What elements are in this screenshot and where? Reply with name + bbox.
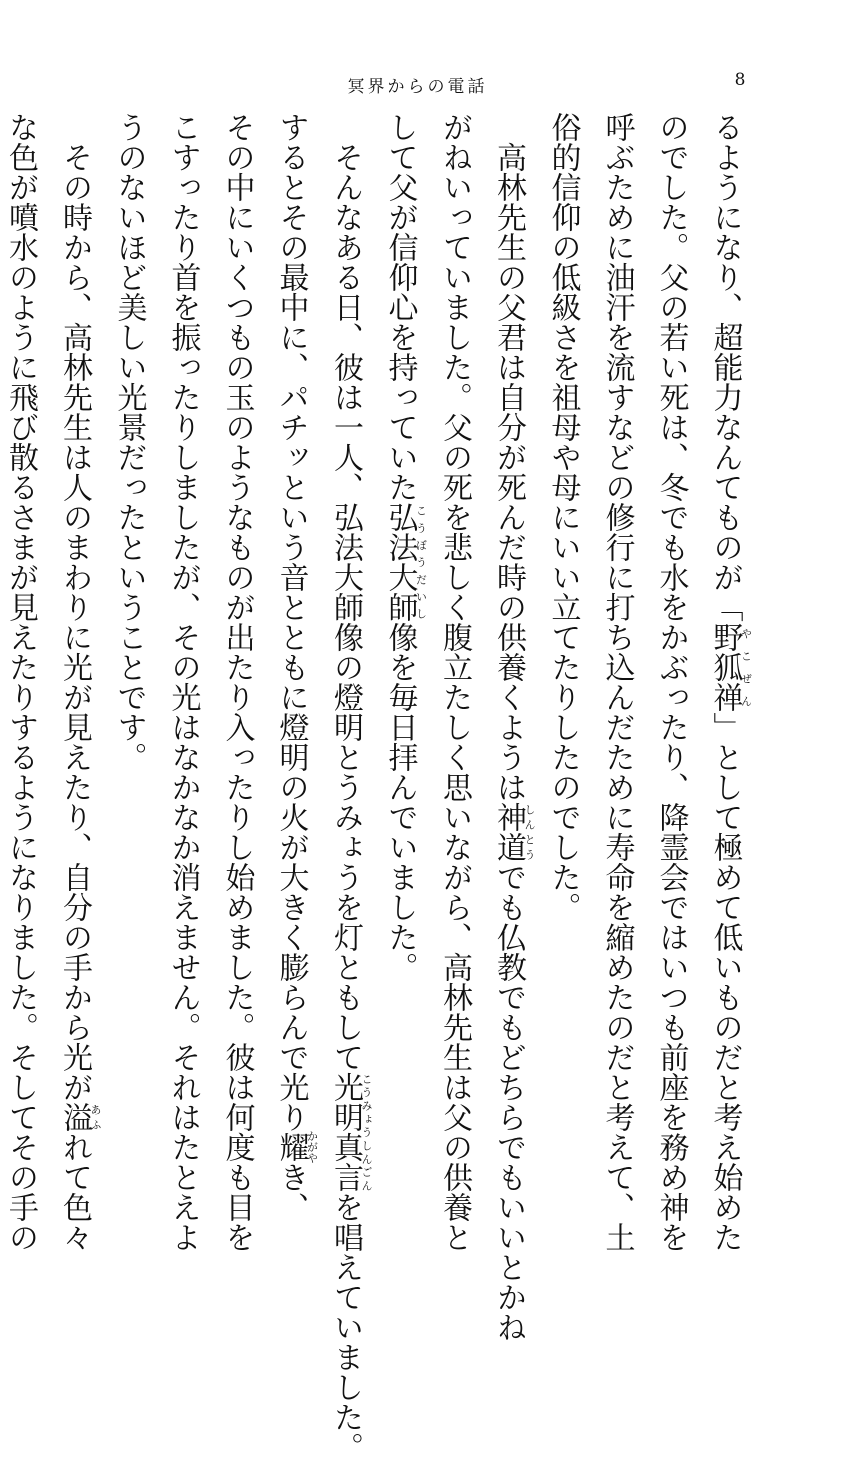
- text-line: な色が噴水のように飛び散るさまが見えたりするようになりました。そしてその手の: [3, 112, 38, 1252]
- furigana: 野狐禅やこぜん: [707, 622, 753, 712]
- furigana: 耀かがや: [273, 1130, 319, 1164]
- text-line: その時から、高林先生は人のまわりに光が見えたり、自分の手から光が溢あふれて色々: [57, 142, 102, 1252]
- text-line: 呼ぶために油汗を流すなどの修行に打ち込んだために寿命を縮めたのだと考えて、土: [599, 112, 635, 1252]
- furigana: 弘法大師こうぼうだいし: [382, 502, 428, 622]
- text-line: 高林先生の父君は自分が死んだ時の供養くようは神道しんとうでも仏教でもどちらでもいいとかね: [491, 142, 536, 1342]
- text-line: のでした。父の若い死は、冬でも水をかぶったり、降霊会ではいつも前座を務め神を: [653, 112, 689, 1252]
- text-line: こすったり首を振ったりしましたが、その光はなかなか消えません。それはたとえよ: [165, 112, 201, 1252]
- text-line: して父が信仰心を持っていた弘法大師こうぼうだいし像を毎日拝んでいました。: [382, 112, 428, 982]
- text-line: がねいっていました。父の死を悲しく腹立たしく思いながら、高林先生は父の供養と: [437, 112, 472, 1252]
- page-number: 8: [734, 70, 746, 90]
- furigana: 光明真言こうみょうしんごん: [328, 1072, 373, 1192]
- body-text: [3, 112, 753, 1462]
- furigana: 溢あふ: [57, 1102, 102, 1132]
- text-line: 俗的信仰の低級さを祖母や母にいい立てたりしたのでした。: [545, 112, 581, 922]
- text-line: るようになり、超能力なんてものが「野狐禅やこぜん」として極めて低いものだと考え始めた: [707, 112, 753, 1252]
- text-line: そんなある日、彼は一人、弘法大師像の燈明とうみょうを灯ともして光明真言こうみょうしんごんを唱えていました。: [328, 142, 373, 1462]
- text-line: うのないほど美しい光景だったということです。: [111, 112, 147, 772]
- text-line: その中にいくつもの玉のようなものが出たり入ったりし始めました。彼は何度も目を: [219, 112, 255, 1252]
- running-title: 冥界からの電話: [347, 77, 488, 97]
- text-line: するとその最中に、パチッという音とともに燈明の火が大きく膨らんで光り耀かがやき、: [273, 112, 319, 1222]
- furigana: 神道しんとう: [491, 802, 536, 862]
